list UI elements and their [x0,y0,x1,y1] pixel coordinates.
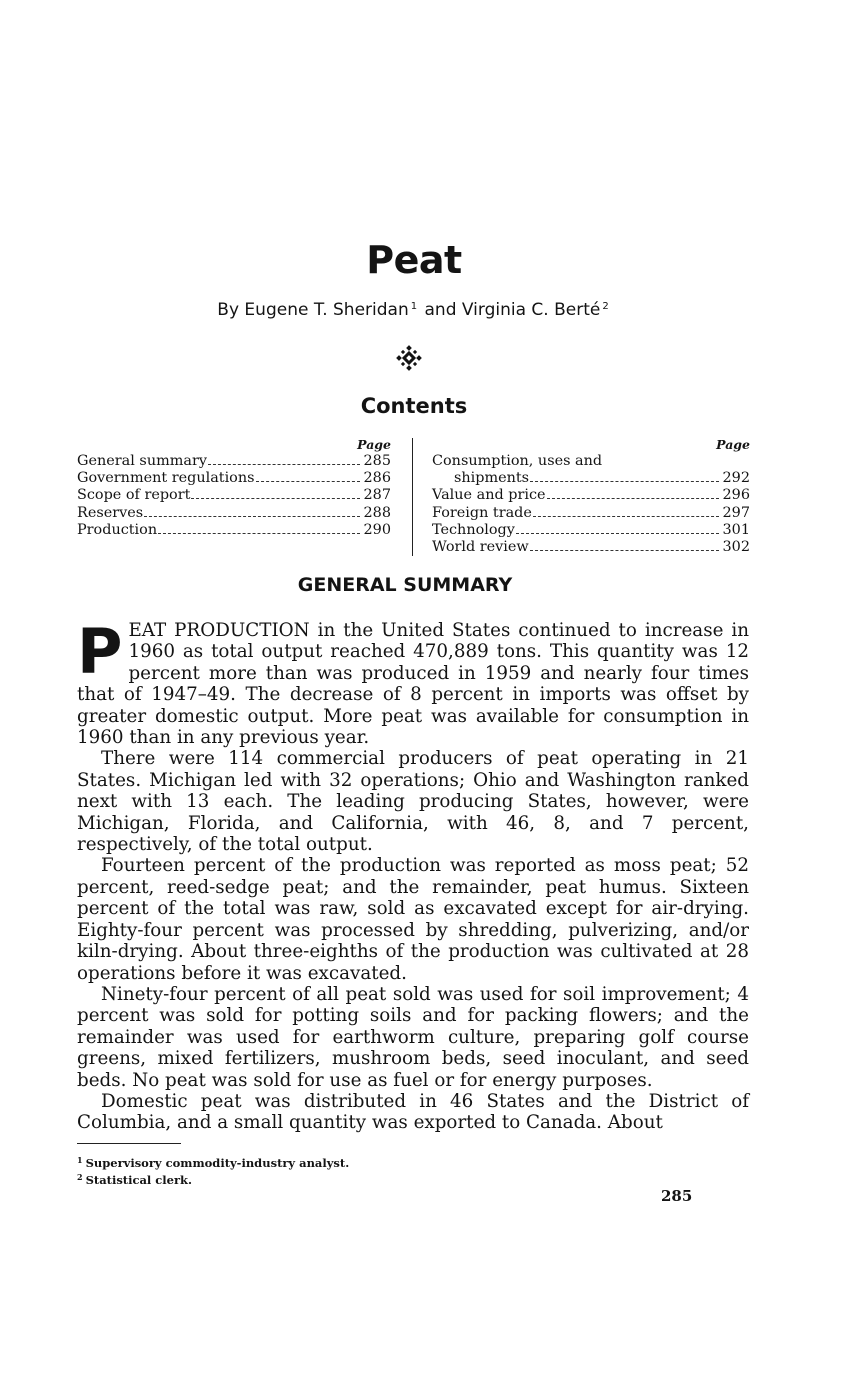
toc-entry-page: 292 [722,470,750,487]
byline-author-1: By Eugene T. Sheridan [217,300,409,320]
toc-entry-label: World review [432,539,529,556]
paragraph: Domestic peat was distributed in 46 States and the District of Columbia, and a small quantity was exported to Canada. About [77,1090,749,1134]
toc-entry-general-summary[interactable] [77,453,391,470]
paragraph: Fourteen percent of the production was reported as moss peat; 52 percent, reed-sedge peat; and the remainder, peat humus. Sixteen percent of the total was raw, sold as excavated except for air-drying. Eighty-four percent was processed by shredding, pulverizing, and/or kiln-drying. About three-eighths of the production was cultivated at 28 operations before it was excavated. [77,855,749,984]
paragraph-text: EAT PRODUCTION in the United States continued to increase in 1960 as total output reached 470,889 tons. This quantity was 12 percent more than was produced in 1959 and nearly four times that of 1947–49. The decrease of 8 percent in imports was offset by greater domestic output. More peat was available for consumption in 1960 than in any previous year. [77,620,749,749]
toc-page-header: Page [357,437,391,452]
page-title: Peat [366,238,462,282]
toc-entry-production[interactable] [77,522,391,539]
paragraph: Ninety-four percent of all peat sold was used for soil improvement; 4 percent was sold for potting soils and for packing flowers; and the remainder was used for earthworm culture, preparing golf course greens, mixed fertilizers, mushroom beds, seed inoculant, and seed beds. No peat was sold for use as fuel or for energy purposes. [77,983,749,1091]
toc-page-header: Page [716,437,750,452]
toc-entry-scope-of-report[interactable] [77,487,391,504]
dot-leader [547,498,719,499]
dot-leader [530,481,718,482]
dot-leader [158,533,359,534]
toc-right-column [432,436,750,556]
toc-entry-label: General summary [77,453,207,469]
dot-leader [208,464,360,465]
footnote-ref-2[interactable]: 2 [602,301,609,312]
toc-entry-page: 288 [363,504,391,521]
toc-entry-foreign-trade[interactable] [432,505,750,522]
dot-leader [533,516,719,517]
toc-entry-world-review[interactable] [432,539,750,556]
body-text [77,615,749,1134]
contents-heading: Contents [360,394,468,418]
toc-entry-label: Production [77,521,158,538]
toc-entry-label: Scope of report [77,487,191,504]
toc-entry-consumption-uses-shipments[interactable] [432,470,750,487]
paragraph: There were 114 commercial producers of peat operating in 21 States. Michigan led with 32 operations; Ohio and Washington ranked next with 13 each. The leading producing States, however, were Michigan, Florida, and California, with 46, 8, and 7 percent, respectively, of the total output. [77,748,749,856]
footnote-mark: 2 [77,1171,83,1182]
section-heading: GENERAL SUMMARY [297,574,513,596]
toc-entry-reserves[interactable] [77,505,391,522]
toc-left-column [77,436,391,539]
toc-entry-label: Technology [432,521,515,538]
toc-entry-page: 290 [363,521,391,538]
dot-leader [530,550,719,551]
toc-entry-page: 286 [363,470,391,487]
drop-cap: P [77,615,123,688]
paragraph [77,615,749,749]
footnote-1 [77,1154,349,1171]
dot-leader [144,516,359,517]
toc-entry-value-and-price[interactable] [432,487,750,504]
footnote-mark: 1 [77,1155,83,1165]
footnote-text: Statistical clerk. [85,1172,193,1187]
toc-entry-government-regulations[interactable] [77,470,391,487]
footnote-ref-1[interactable]: 1 [410,301,418,312]
toc-entry-label: Value and price [432,487,546,504]
footnote-text: Supervisory commodity-industry analyst. [85,1156,350,1170]
toc-entry-technology[interactable] [432,522,750,539]
toc-entry-page: 285 [363,453,391,469]
toc-column-divider [412,438,413,556]
dot-leader [191,498,359,499]
footnotes [77,1154,349,1187]
toc-entry-label: shipments [454,470,530,487]
footnote-2 [77,1171,349,1188]
dot-leader [516,533,719,534]
byline-author-2: and Virginia C. Berté [419,300,601,320]
toc-entry-page: 301 [722,521,750,538]
toc-entry-page: 296 [722,487,750,504]
toc-entry-page: 287 [363,487,391,504]
toc-entry-label: Reserves [77,504,144,521]
ornament-icon [396,345,422,371]
author-byline [0,300,828,320]
toc-entry-label: Government regulations [77,470,255,487]
toc-entry-page: 297 [722,504,750,521]
toc-entry-consumption-first-line[interactable] [432,453,750,470]
dot-leader [256,481,360,482]
footnote-rule [77,1143,181,1144]
toc-entry-label: Foreign trade [432,504,532,521]
page-number: 285 [661,1187,693,1205]
toc-entry-label: Consumption, uses and [432,453,603,469]
toc-entry-page: 302 [722,539,750,556]
